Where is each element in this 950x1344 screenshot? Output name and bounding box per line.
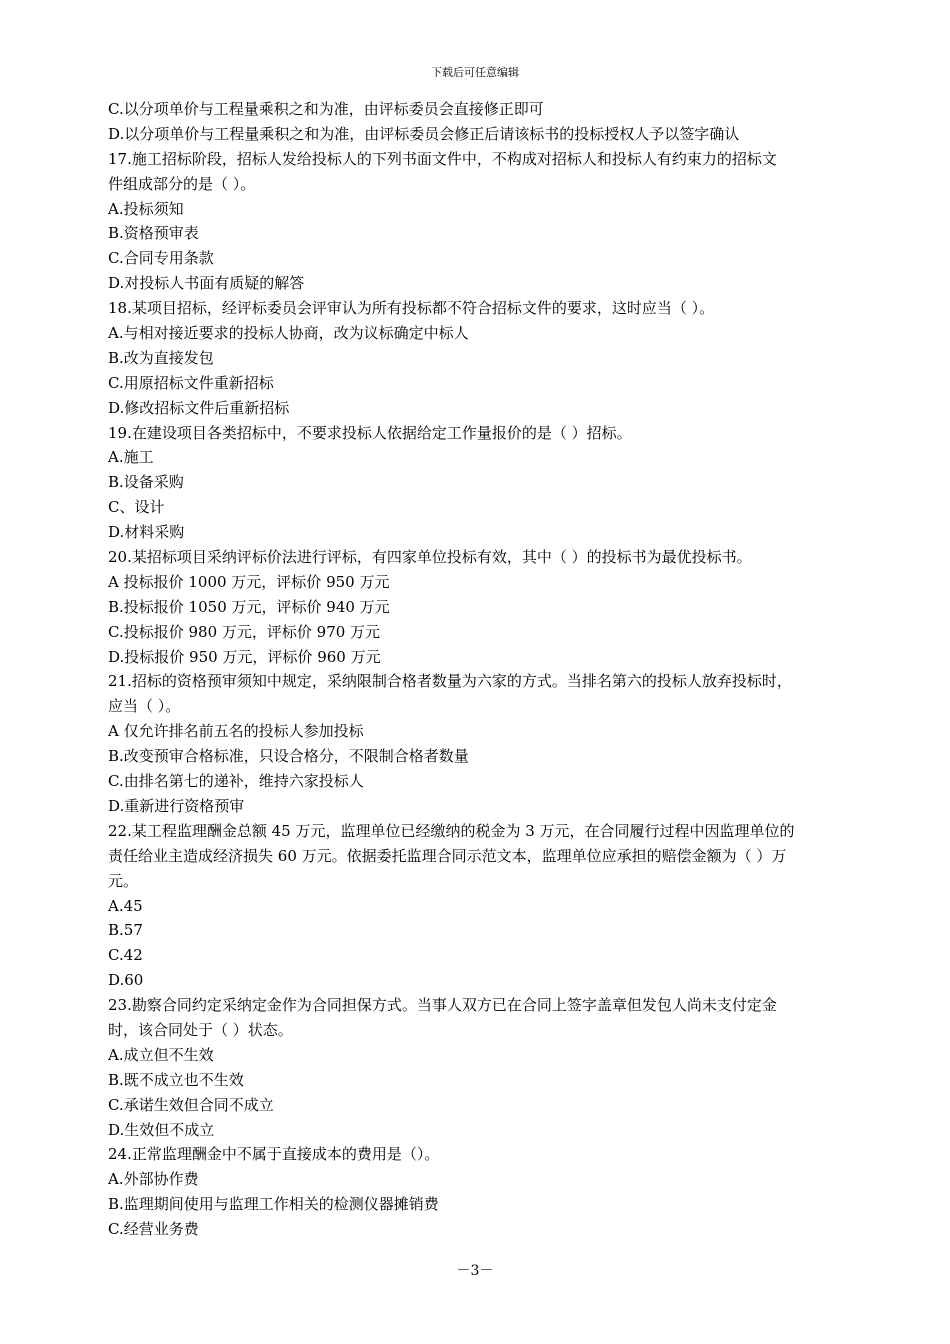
option-a: A.成立但不生效 — [108, 1045, 214, 1064]
option-c: C.用原招标文件重新招标 — [108, 373, 274, 392]
text-line: 责任给业主造成经济损失 60 万元。依据委托监理合同示范文本，监理单位应承担的赔偿金额为（ ）万 — [108, 846, 787, 865]
option-c: C.投标报价 980 万元，评标价 970 万元 — [108, 622, 381, 641]
text-line: 元。 — [108, 871, 139, 890]
document-body — [108, 97, 868, 1242]
option-a: A.与相对接近要求的投标人协商，改为议标确定中标人 — [108, 324, 469, 343]
text-line: 应当（ ）。 — [108, 697, 181, 716]
question-19: 19.在建设项目各类招标中，不要求投标人依据给定工作量报价的是（ ）招标。 — [108, 423, 632, 442]
option-d: D.生效但不成立 — [108, 1120, 215, 1139]
option-d: D.60 — [108, 971, 144, 990]
text-line: C.以分项单价与工程量乘积之和为准，由评标委员会直接修正即可 — [108, 100, 544, 118]
option-a: A 仅允许排名前五名的投标人参加投标 — [108, 722, 364, 741]
option-a: A.45 — [108, 896, 143, 915]
text-line: 时，该合同处于（ ）状态。 — [108, 1020, 293, 1039]
option-a: A.投标须知 — [108, 199, 184, 218]
option-d: D.对投标人书面有质疑的解答 — [108, 274, 305, 293]
option-d: D.修改招标文件后重新招标 — [108, 398, 290, 417]
text-line: D.以分项单价与工程量乘积之和为准，由评标委员会修正后请该标书的投标授权人予以签字确认 — [108, 124, 740, 143]
option-b: B.改为直接发包 — [108, 348, 214, 367]
question-23: 23.勘察合同约定采纳定金作为合同担保方式。当事人双方已在合同上签字盖章但发包人尚未支付定金 — [108, 996, 777, 1015]
option-c: C.42 — [108, 946, 143, 965]
option-b: B.改变预审合格标准，只设合格分，不限制合格者数量 — [108, 747, 469, 766]
option-b: B.监理期间使用与监理工作相关的检测仪器摊销费 — [108, 1195, 439, 1214]
option-b: B.资格预审表 — [108, 224, 199, 243]
question-21: 21.招标的资格预审须知中规定，采纳限制合格者数量为六家的方式。当排名第六的投标人放弃投标时， — [108, 672, 792, 691]
option-c: C.合同专用条款 — [108, 249, 214, 268]
question-17: 17.施工招标阶段，招标人发给投标人的下列书面文件中，不构成对招标人和投标人有约束力的招标文 — [108, 149, 777, 168]
option-c: C.由排名第七的递补，维持六家投标人 — [108, 772, 364, 791]
option-d: D.重新进行资格预审 — [108, 796, 245, 815]
question-20: 20.某招标项目采纳评标价法进行评标，有四家单位投标有效，其中（ ）的投标书为最优投标书。 — [108, 548, 752, 567]
text-line: 件组成部分的是（ ）。 — [108, 174, 256, 193]
option-a: A 投标报价 1000 万元，评标价 950 万元 — [108, 572, 390, 591]
question-22: 22.某工程监理酬金总额 45 万元，监理单位已经缴纳的税金为 3 万元，在合同履行过程中因监理单位的 — [108, 821, 795, 840]
option-b: B.设备采购 — [108, 473, 184, 492]
option-b: B.既不成立也不生效 — [108, 1070, 244, 1089]
question-24: 24.正常监理酬金中不属于直接成本的费用是（）。 — [108, 1145, 440, 1164]
option-d: D.投标报价 950 万元，评标价 960 万元 — [108, 647, 381, 666]
page-number: －3－ — [456, 1263, 494, 1279]
option-a: A.施工 — [108, 448, 154, 467]
option-d: D.材料采购 — [108, 523, 185, 542]
option-b: B.57 — [108, 921, 143, 940]
option-c: C、设计 — [108, 498, 165, 517]
option-b: B.投标报价 1050 万元，评标价 940 万元 — [108, 597, 390, 616]
option-a: A.外部协作费 — [108, 1170, 199, 1189]
option-c: C.承诺生效但合同不成立 — [108, 1095, 274, 1114]
page-header: 下载后可任意编辑 — [431, 66, 519, 79]
question-18: 18.某项目招标，经评标委员会评审认为所有投标都不符合招标文件的要求，这时应当（ ）。 — [108, 299, 715, 318]
option-c: C.经营业务费 — [108, 1220, 199, 1239]
